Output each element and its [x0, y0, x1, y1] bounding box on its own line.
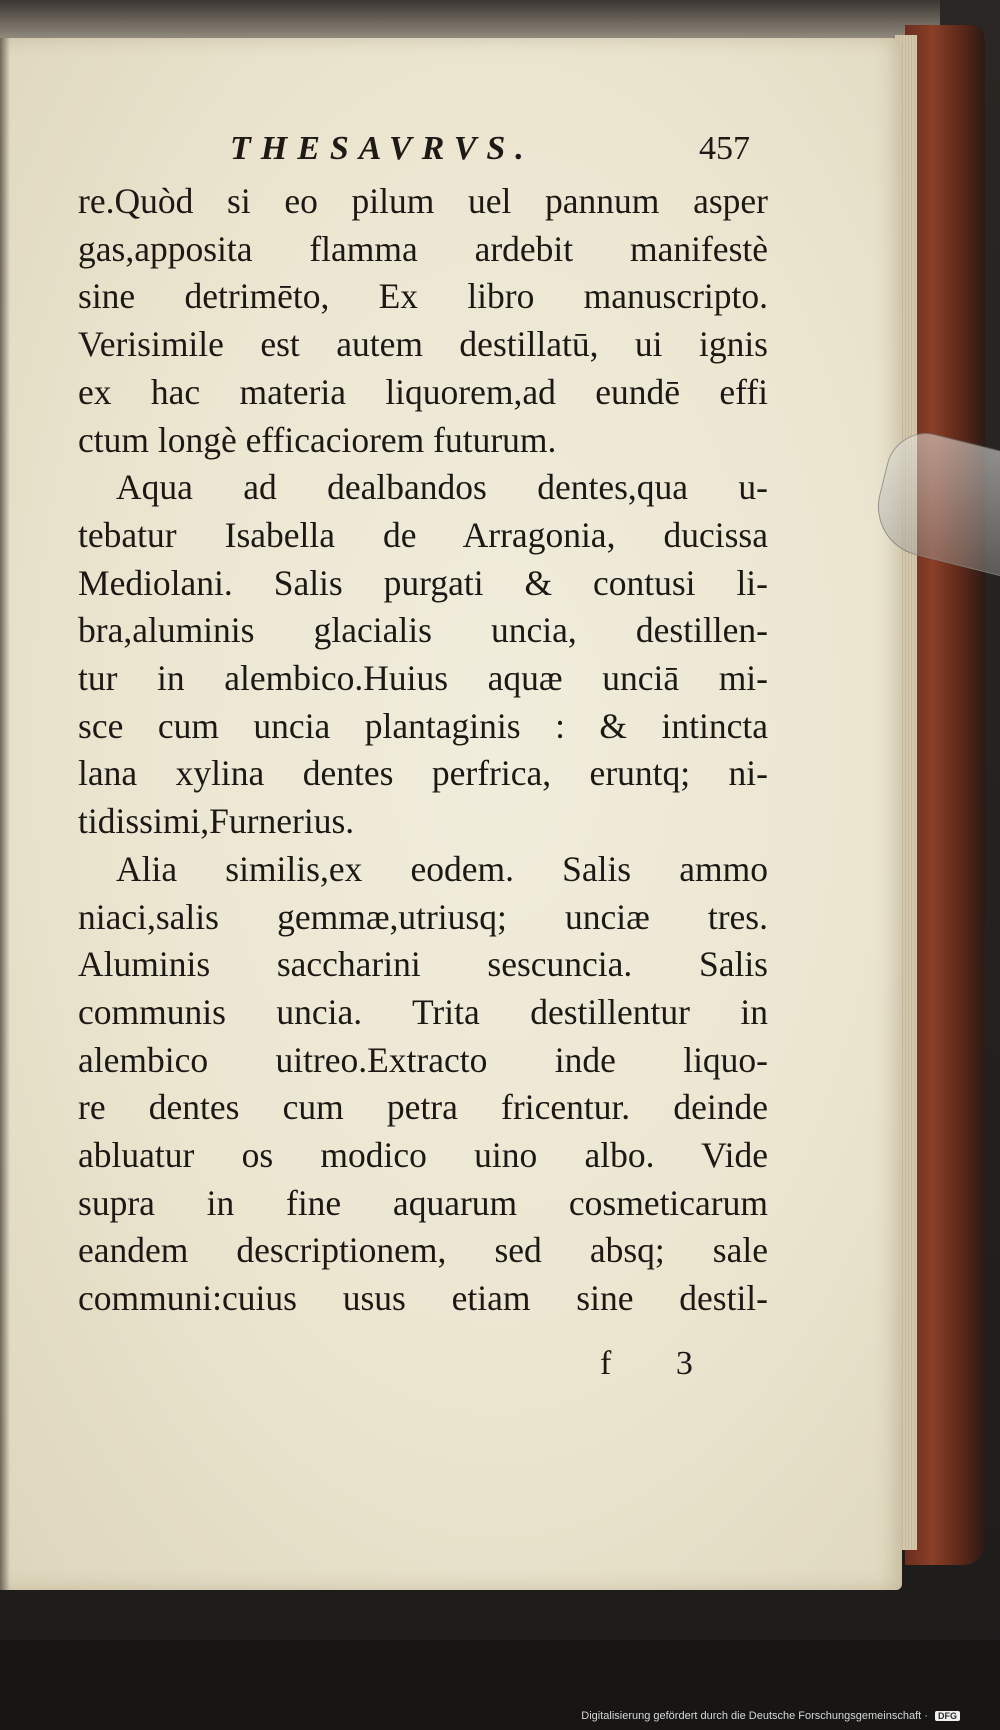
body-text [78, 178, 768, 1323]
text-line: tur in alembico.Huius aquæ unciā mi- [78, 658, 768, 699]
text-line: lana xylina dentes perfrica, eruntq; ni- [78, 753, 768, 794]
book-cover-edge [905, 25, 985, 1565]
text-line: tidissimi,Furnerius. [78, 801, 355, 842]
text-line: ex hac materia liquorem,ad eundē effi [78, 371, 768, 412]
page-header [230, 130, 760, 180]
text-line: ctum longè efficaciorem futurum. [78, 419, 557, 460]
text-line: Aqua ad dealbandos dentes,qua u- [116, 467, 768, 508]
book-gutter [0, 38, 10, 1590]
text-line: alembico uitreo.Extracto inde liquo- [78, 1039, 768, 1080]
text-line: communi:cuius usus etiam sine destil- [78, 1278, 768, 1319]
text-line: sce cum uncia plantaginis : & intincta [78, 705, 768, 746]
text-line: bra,aluminis glacialis uncia, destillen- [78, 610, 768, 651]
text-line: gas,apposita flamma ardebit manifestè [78, 228, 768, 269]
text-line: tebatur Isabella de Arragonia, ducissa [78, 514, 768, 555]
dfg-logo: DFG [935, 1711, 960, 1721]
text-line: re.Quòd si eo pilum uel pannum asper [78, 181, 768, 221]
text-line: supra in fine aquarum cosmeticarum [78, 1182, 768, 1223]
text-line: Alia similis,ex eodem. Salis ammo [116, 848, 768, 889]
text-line: re dentes cum petra fricentur. deinde [78, 1087, 768, 1128]
running-head: THESAVRVS. [230, 130, 534, 167]
signature-mark: f 3 [600, 1345, 721, 1382]
credit-text: Digitalisierung gefördert durch die Deutsche Forschungsgemeinschaft · [581, 1710, 928, 1722]
text-line: sine detrimēto, Ex libro manuscripto. [78, 276, 768, 317]
text-line: Aluminis saccharini sescuncia. Salis [78, 944, 768, 985]
text-line: Mediolani. Salis purgati & contusi li- [78, 562, 768, 603]
page-number: 457 [699, 130, 750, 167]
text-line: eandem descriptionem, sed absq; sale [78, 1230, 768, 1271]
digitization-credit [581, 1710, 960, 1722]
text-line: communis uncia. Trita destillentur in [78, 991, 768, 1032]
text-line: abluatur os modico uino albo. Vide [78, 1135, 768, 1176]
text-line: Verisimile est autem destillatū, ui ignis [78, 324, 768, 365]
text-line: niaci,salis gemmæ,utriusq; unciæ tres. [78, 896, 768, 937]
